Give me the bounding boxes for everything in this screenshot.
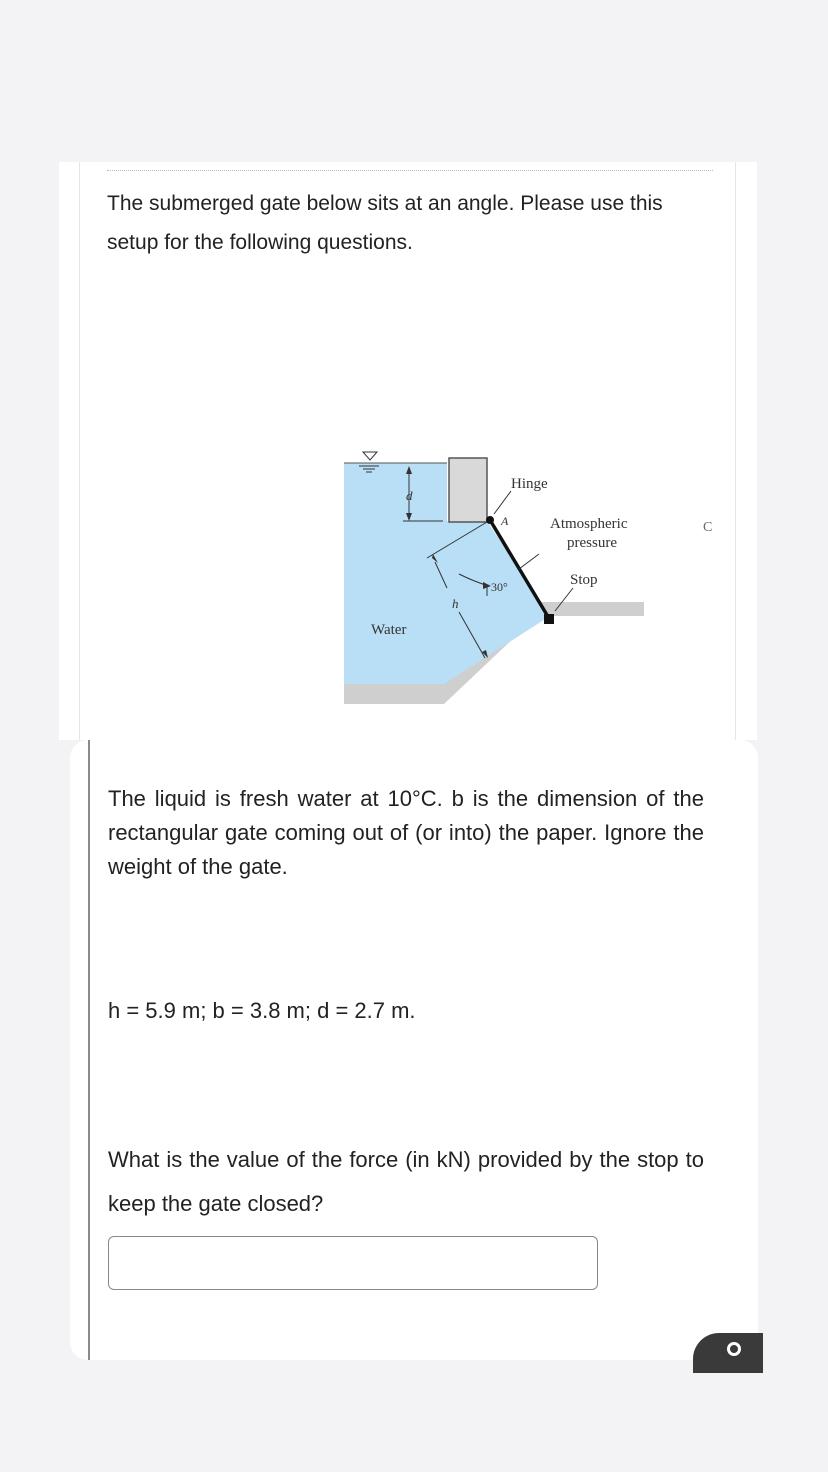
label-a: A — [501, 514, 509, 528]
given-values: h = 5.9 m; b = 3.8 m; d = 2.7 m. — [108, 998, 416, 1023]
card-border-right — [735, 162, 736, 740]
label-water: Water — [371, 622, 407, 638]
dotted-divider — [107, 170, 713, 171]
question-card-rule — [88, 740, 90, 1360]
intro-text: The submerged gate below sits at an angle. Please use this setup for the following questions. — [107, 192, 663, 254]
label-clipped: C — [703, 520, 713, 535]
gate-diagram — [107, 416, 711, 740]
hinge-point — [486, 516, 494, 524]
question-card — [70, 740, 758, 1360]
water-body — [344, 463, 550, 684]
answer-input[interactable] — [108, 1236, 598, 1290]
label-atmospheric: Atmospheric — [550, 516, 628, 532]
concrete-block — [449, 458, 487, 522]
card-border-left — [79, 162, 80, 740]
label-angle: 30° — [491, 580, 508, 594]
stop-block — [544, 614, 554, 624]
circle-icon — [727, 1342, 741, 1356]
question-text: What is the value of the force (in kN) provided by the stop to keep the gate closed? — [108, 1147, 704, 1216]
label-stop: Stop — [570, 572, 598, 588]
label-d: d — [406, 488, 413, 503]
free-surface-symbol — [363, 452, 377, 460]
label-h: h — [452, 596, 459, 611]
label-pressure: pressure — [567, 535, 617, 551]
problem-statement: The liquid is fresh water at 10°C. b is the dimension of the rectangular gate coming out of (or into) the paper. Ignore the weight of the gate. — [108, 786, 704, 879]
label-hinge: Hinge — [511, 476, 548, 492]
setup-card — [59, 162, 757, 740]
